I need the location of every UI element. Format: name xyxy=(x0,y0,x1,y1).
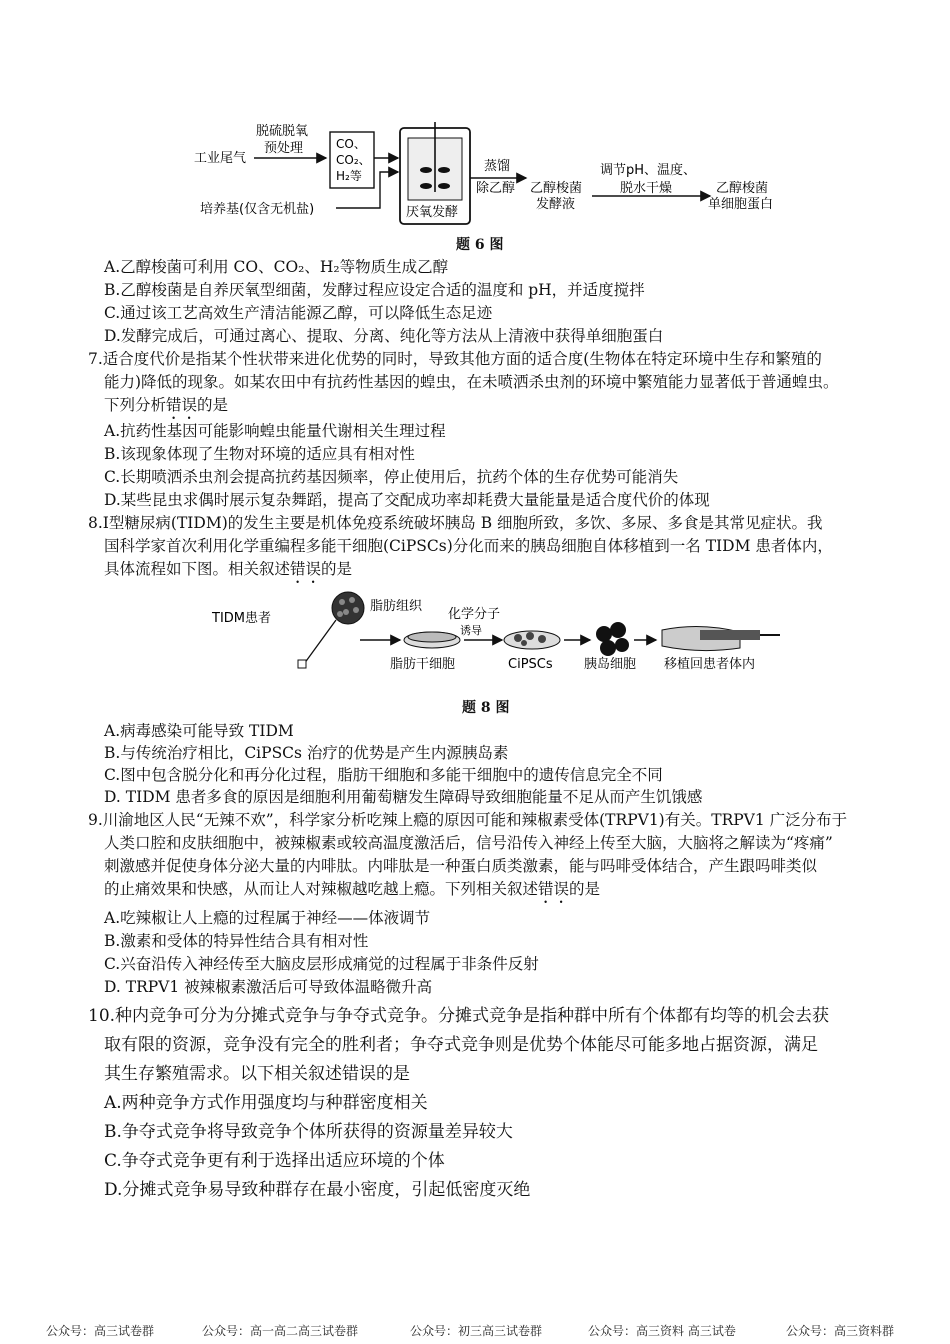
q7-stem-3 xyxy=(104,395,228,423)
q10-stem-3: 其生存繁殖需求。以下相关叙述错误的是 xyxy=(104,1064,410,1084)
fig8-patient: TIDM患者 xyxy=(212,611,272,626)
q9-stem-4-post: 的是 xyxy=(569,880,601,898)
q6-option-a: A.乙醇梭菌可利用 CO、CO₂、H₂等物质生成乙醇 xyxy=(104,258,449,276)
fig6-adjust-2: 脱水干燥 xyxy=(620,181,673,196)
adipose-stem-dish-icon xyxy=(404,632,460,648)
fig6-broth-1: 乙醇梭菌 xyxy=(530,181,583,196)
fig6-pretreat-2: 预处理 xyxy=(264,141,304,156)
q10-option-c: C.争夺式竞争更有利于选择出适应环境的个体 xyxy=(104,1151,445,1171)
fig8-cipscs: CiPSCs xyxy=(508,657,553,672)
footer-watermark-1: 公众号：高三试卷群 xyxy=(46,1324,155,1338)
q7-option-a: A.抗药性基因可能影响蝗虫能量代谢相关生理过程 xyxy=(104,422,446,440)
q8-stem-3 xyxy=(104,559,352,587)
q7-option-c: C.长期喷洒杀虫剂会提高抗药基因频率，停止使用后，抗药个体的生存优势可能消失 xyxy=(104,468,679,486)
q8-stem-2: 国科学家首次利用化学重编程多能干细胞(CiPSCs)分化而来的胰岛细胞自体移植到一名 TIDM 患者体内， xyxy=(104,537,833,555)
q10-option-d: D.分摊式竞争易导致种群存在最小密度，引起低密度灭绝 xyxy=(104,1180,531,1200)
fig8-islet: 胰岛细胞 xyxy=(584,657,637,672)
q9-stem-4 xyxy=(104,879,600,907)
q6-option-d: D.发酵完成后，可通过离心、提取、分离、纯化等方法从上清液中获得单细胞蛋白 xyxy=(104,327,664,345)
q6-option-b: B.乙醇梭菌是自养厌氧型细菌，发酵过程应设定合适的温度和 pH，并适度搅拌 xyxy=(104,281,645,299)
fig6-adjust-1: 调节pH、温度、 xyxy=(600,163,697,178)
q8-option-c: C.图中包含脱分化和再分化过程，脂肪干细胞和多能干细胞中的遗传信息完全不同 xyxy=(104,766,663,784)
footer-watermark-3: 公众号：初三高三试卷群 xyxy=(410,1324,543,1338)
q8-stem-1: 8.Ⅰ型糖尿病(TIDM)的发生主要是机体免疫系统破坏胰岛 B 细胞所致，多饮、多尿、多食是其常见症状。我 xyxy=(88,514,823,532)
fig6-distill-2: 除乙醇 xyxy=(476,181,516,196)
q7-stem-2: 能力)降低的现象。如某农田中有抗药性基因的蝗虫，在未喷洒杀虫剂的环境中繁殖能力显著低于普通蝗虫。 xyxy=(104,373,839,391)
fig6-pretreat-1: 脱硫脱氧 xyxy=(256,124,309,139)
adipose-tissue-icon xyxy=(332,592,364,624)
fig8-transplant: 移植回患者体内 xyxy=(664,657,756,672)
q10-option-b: B.争夺式竞争将导致竞争个体所获得的资源量差异较大 xyxy=(104,1122,513,1142)
fig8-adipose-stem: 脂肪干细胞 xyxy=(390,657,456,672)
q9-stem-3: 刺激感并促使身体分泌大量的内啡肽。内啡肽是一种蛋白质类激素，能与吗啡受体结合，产生跟吗啡类似 xyxy=(104,857,818,875)
q8-option-a: A.病毒感染可能导致 TIDM xyxy=(104,722,294,740)
fig6-product-2: 单细胞蛋白 xyxy=(708,197,774,212)
fig6-gas-co2: CO₂、 xyxy=(336,153,371,167)
fig6-broth-2: 发酵液 xyxy=(536,197,576,212)
q9-option-c: C.兴奋沿传入神经传至大脑皮层形成痛觉的过程属于非条件反射 xyxy=(104,955,539,973)
q7-option-d: D.某些昆虫求偶时展示复杂舞蹈，提高了交配成功率却耗费大量能量是适合度代价的体现 xyxy=(104,491,710,509)
q7-stem-1: 7.适合度代价是指某个性状带来进化优势的同时，导致其他方面的适合度(生物体在特定环境中生存和繁殖的 xyxy=(88,350,822,368)
fig6-distill-1: 蒸馏 xyxy=(484,159,511,174)
fig8-title: 题 8 图 xyxy=(462,700,510,716)
q8-emphasis: 错误 xyxy=(290,560,322,578)
fig8-chem-2: 诱导 xyxy=(460,624,482,637)
q10-stem-1: 10.种内竞争可分为分摊式竞争与争夺式竞争。分摊式竞争是指种群中所有个体都有均等的机会去获 xyxy=(88,1006,830,1026)
islet-cells-icon xyxy=(596,622,629,656)
fig6-title: 题 6 图 xyxy=(456,237,504,253)
q9-stem-1: 9.川渝地区人民“无辣不欢”，科学家分析吃辣上瘾的原因可能和辣椒素受体(TRPV1)有关。TRPV1 广泛分布于 xyxy=(88,811,848,829)
fig6-medium: 培养基(仅含无机盐) xyxy=(200,202,315,217)
q9-option-b: B.激素和受体的特异性结合具有相对性 xyxy=(104,932,369,950)
q9-stem-4-pre: 的止痛效果和快感，从而让人对辣椒越吃越上瘾。下列相关叙述 xyxy=(104,880,539,898)
q7-stem-3-pre: 下列分析 xyxy=(104,396,167,414)
fig6-tank-label: 厌氧发酵 xyxy=(406,205,459,220)
q9-stem-2: 人类口腔和皮肤细胞中，被辣椒素或较高温度激活后，信号沿传入神经上传至大脑，大脑将之解读为“疼痛” xyxy=(104,834,833,852)
q8-option-b: B.与传统治疗相比，CiPSCs 治疗的优势是产生内源胰岛素 xyxy=(104,744,509,762)
fig6-product-1: 乙醇梭菌 xyxy=(716,181,769,196)
q9-option-a: A.吃辣椒让人上瘾的过程属于神经——体液调节 xyxy=(104,909,431,927)
cipscs-dish-icon xyxy=(504,631,560,649)
q10-stem-2: 取有限的资源，竞争没有完全的胜利者；争夺式竞争则是优势个体能尽可能多地占据资源，满足 xyxy=(104,1035,818,1055)
q10-option-a: A.两种竞争方式作用强度均与种群密度相关 xyxy=(104,1093,428,1113)
q7-emphasis: 错误 xyxy=(166,396,198,414)
q9-option-d: D. TRPV1 被辣椒素激活后可导致体温略微升高 xyxy=(104,978,433,996)
fig6-gas-h2: H₂等 xyxy=(336,169,362,183)
footer-watermark-4: 公众号：高三资料 高三试卷 xyxy=(588,1324,736,1338)
q9-emphasis: 错误 xyxy=(538,880,570,898)
fig8-adipose-tissue: 脂肪组织 xyxy=(370,599,423,614)
q6-option-c: C.通过该工艺高效生产清洁能源乙醇，可以降低生态足迹 xyxy=(104,304,493,322)
q8-option-d: D. TIDM 患者多食的原因是细胞利用葡萄糖发生障碍导致细胞能量不足从而产生饥饿感 xyxy=(104,788,703,806)
figure-6-diagram xyxy=(180,112,800,230)
q8-stem-3-pre: 具体流程如下图。相关叙述 xyxy=(104,560,291,578)
footer-watermark-5: 公众号：高三资料群 xyxy=(786,1324,895,1338)
q7-option-b: B.该现象体现了生物对环境的适应具有相对性 xyxy=(104,445,415,463)
figure-8-diagram xyxy=(200,588,790,680)
fig8-chem-1: 化学分子 xyxy=(448,607,501,622)
q8-stem-3-post: 的是 xyxy=(321,560,353,578)
syringe-transplant-icon xyxy=(662,626,780,650)
fig6-gas-co: CO、 xyxy=(336,137,366,151)
fig6-industrial-gas: 工业尾气 xyxy=(194,151,247,166)
q7-stem-3-post: 的是 xyxy=(197,396,229,414)
footer-watermark-2: 公众号：高一高二高三试卷群 xyxy=(202,1324,359,1338)
